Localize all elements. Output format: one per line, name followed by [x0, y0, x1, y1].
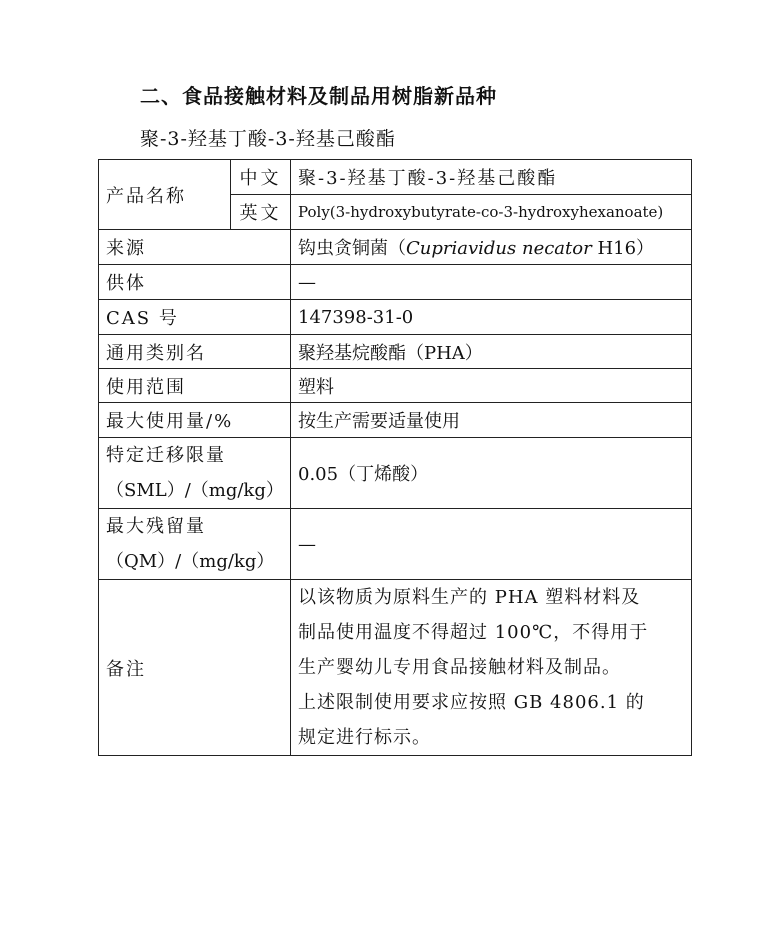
- product-name-label: 产品名称: [99, 160, 231, 230]
- table-row: [99, 265, 692, 300]
- notes-line: 以该物质为原料生产的 PHA 塑料材料及: [298, 587, 641, 608]
- notes-line: 规定进行标示。: [298, 727, 431, 748]
- notes-value: [291, 580, 692, 756]
- donor-value: —: [291, 265, 692, 300]
- table-row: [99, 230, 692, 265]
- sml-label-line1: 特定迁移限量: [106, 445, 226, 466]
- qm-label: [99, 509, 291, 580]
- table-row: [99, 509, 692, 580]
- source-suffix: H16）: [591, 238, 655, 259]
- specification-table: [98, 159, 692, 756]
- source-label: 来源: [99, 230, 291, 265]
- source-species: Cupriavidus necator: [406, 238, 592, 259]
- table-row: [99, 580, 692, 756]
- chinese-label: 中文: [231, 160, 291, 195]
- table-row: [99, 335, 692, 369]
- cas-value: 147398-31-0: [291, 300, 692, 335]
- notes-line: 上述限制使用要求应按照 GB 4806.1 的: [298, 692, 645, 713]
- qm-value: —: [291, 509, 692, 580]
- qm-label-line1: 最大残留量: [106, 516, 206, 537]
- notes-line: 生产婴幼儿专用食品接触材料及制品。: [298, 657, 621, 678]
- max-use-label: 最大使用量/%: [99, 403, 291, 438]
- table-row: [99, 403, 692, 438]
- section-heading: 二、食品接触材料及制品用树脂新品种: [140, 84, 497, 108]
- table-row: [99, 160, 692, 195]
- chinese-name-value: 聚-3-羟基丁酸-3-羟基己酸酯: [291, 160, 692, 195]
- notes-label: 备注: [99, 580, 291, 756]
- english-label: 英文: [231, 195, 291, 230]
- notes-line: 制品使用温度不得超过 100℃，不得用于: [298, 622, 649, 643]
- max-use-value: 按生产需要适量使用: [291, 403, 692, 438]
- substance-title: 聚-3-羟基丁酸-3-羟基己酸酯: [140, 128, 396, 150]
- cas-label: CAS 号: [99, 300, 291, 335]
- scope-label: 使用范围: [99, 369, 291, 403]
- sml-value: 0.05（丁烯酸）: [291, 438, 692, 509]
- sml-label-line2: （SML）/（mg/kg）: [106, 480, 284, 501]
- sml-label: [99, 438, 291, 509]
- category-value: 聚羟基烷酸酯（PHA）: [291, 335, 692, 369]
- donor-label: 供体: [99, 265, 291, 300]
- category-label: 通用类别名: [99, 335, 291, 369]
- qm-label-line2: （QM）/（mg/kg）: [106, 551, 275, 572]
- table-row: [99, 369, 692, 403]
- english-name-value: Poly(3-hydroxybutyrate-co-3-hydroxyhexanoate): [291, 195, 692, 230]
- scope-value: 塑料: [291, 369, 692, 403]
- table-row: [99, 438, 692, 509]
- source-prefix: 钩虫贪铜菌（: [298, 238, 406, 259]
- source-value: [291, 230, 692, 265]
- table-row: [99, 300, 692, 335]
